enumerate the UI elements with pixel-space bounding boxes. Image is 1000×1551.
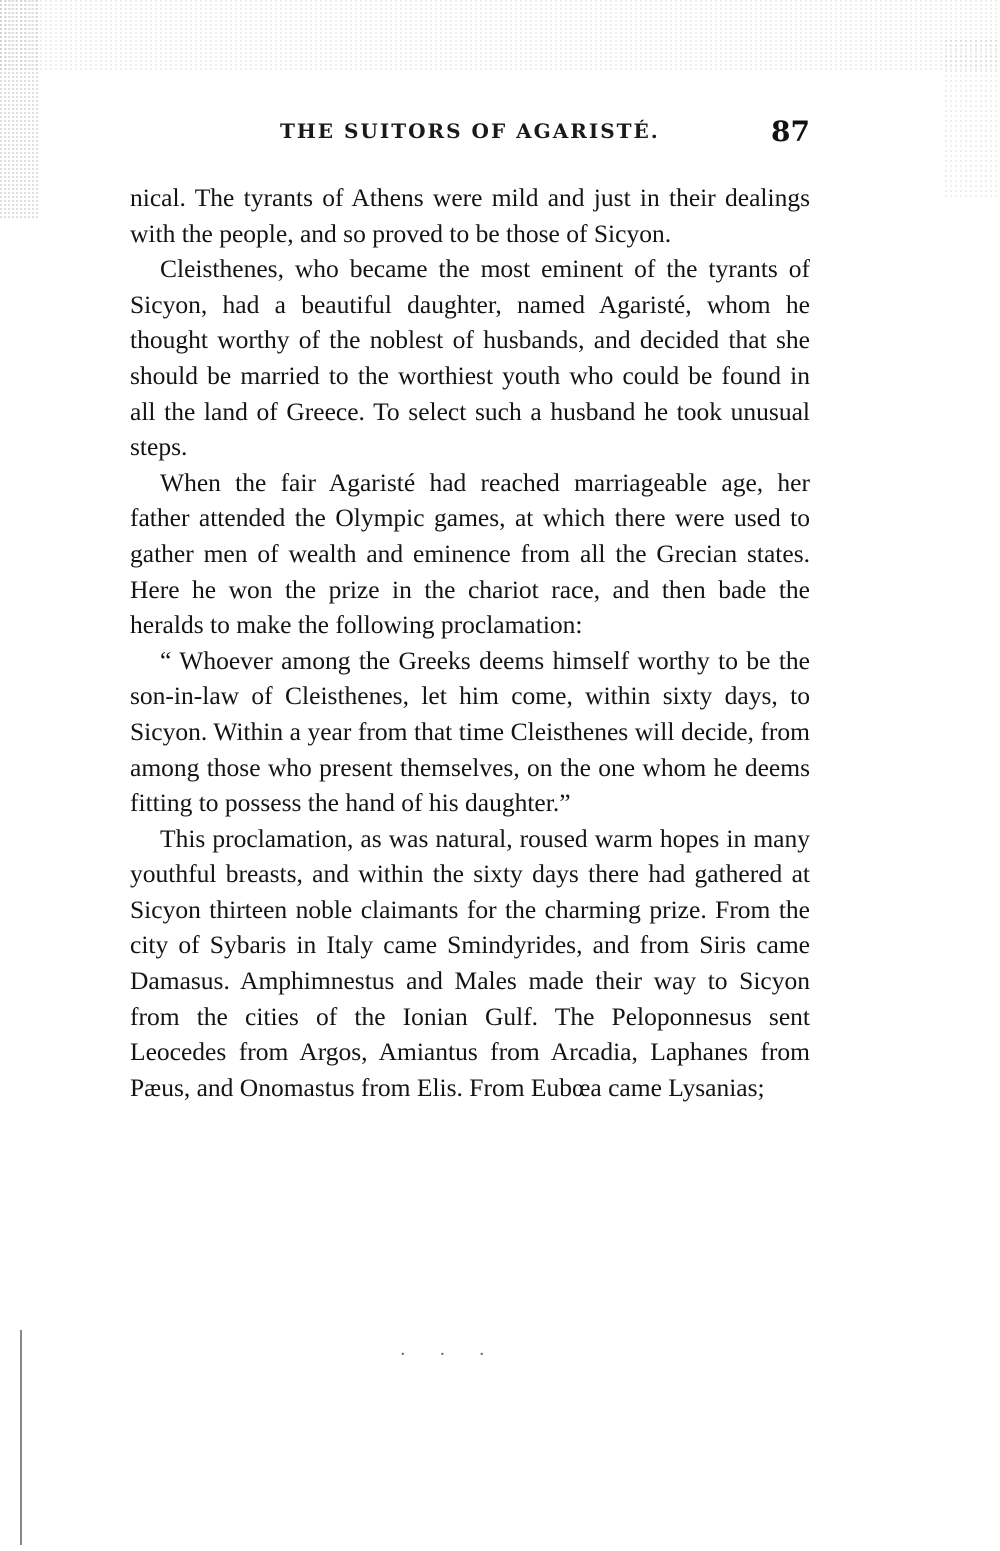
scan-speckle-left [0,0,38,220]
page-number: 87 [771,115,810,148]
scan-speckle-right [945,40,1000,200]
paragraph: “ Whoever among the Greeks deems himself worthy to be the son-in-law of Cleisthenes, let him come, within sixty days, to Sicyon. Within a year from that time Cleisthenes will decide, from among those who present themselves, on the one whom he deems fitting to possess the hand of his daughter.” [130,645,810,818]
paragraph: This proclamation, as was natural, roused warm hopes in many youthful breasts, and within the sixty days there had gathered at Sicyon thirteen noble claimants for the charming prize. From the city of Sybaris in Italy came Smindyrides, and from Siris came Damasus. Amphimnestus and Males made their way to Sicyon from the cities of the Ionian Gulf. The Peloponnesus sent Leocedes from Argos, Amiantus from Arcadia, Laphanes from Pæus, and Onomastus from Elis. From Eubœa came Lysanias; [130,823,810,1102]
running-title: THE SUITORS OF AGARISTÉ. [280,119,660,143]
running-head [130,115,810,155]
scan-speckle-top [0,0,1000,70]
paragraph: When the fair Agaristé had reached marriageable age, her father attended the Olympic games, at which there were used to gather men of wealth and eminence from all the Grecian states. Here he won the prize in the chariot race, and then bade the heralds to make the following proclamation: [130,467,810,640]
paragraph: Cleisthenes, who became the most eminent of the tyrants of Sicyon, had a beautiful daughter, named Agaristé, whom he thought worthy of the noblest of husbands, and decided that she should be married to the worthiest youth who could be found in all the land of Greece. To select such a husband he took unusual steps. [130,254,810,462]
scan-mark: · · · [400,1344,499,1365]
scan-edge-line [20,1330,22,1545]
body-text [130,180,810,1105]
paragraph: nical. The tyrants of Athens were mild and just in their dealings with the people, and so proved to be those of Sicyon. [130,183,810,248]
